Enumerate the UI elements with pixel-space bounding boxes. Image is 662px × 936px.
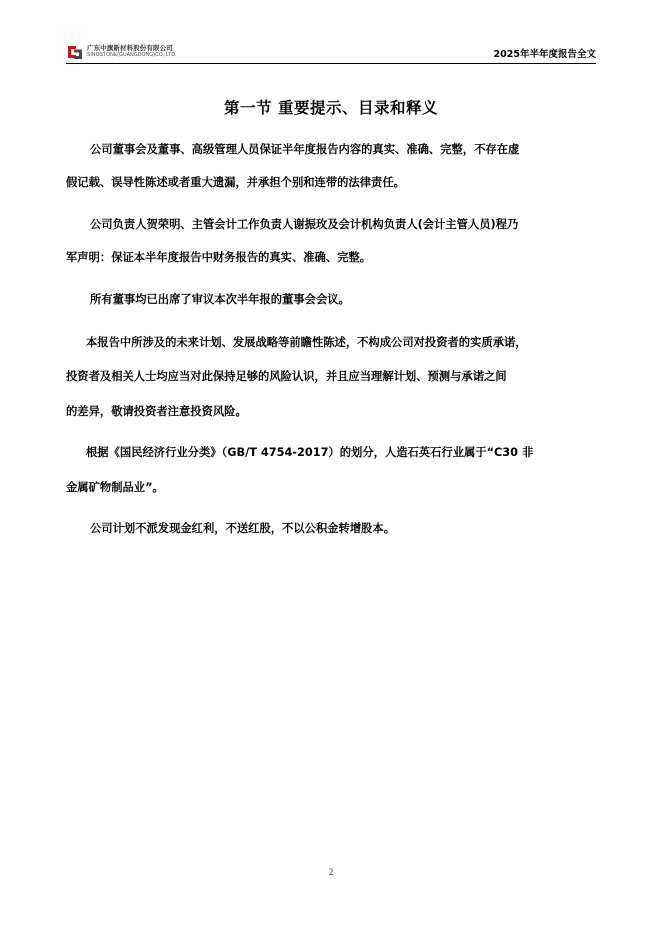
paragraph-line: 所有董事均已出席了审议本次半年报的董事会会议。 (90, 293, 350, 306)
company-name-cn: 广东中旗新材料股份有限公司 (87, 44, 173, 52)
company-name-en: SINOSTONE(GUANGDONG)CO.,LTD. (87, 52, 177, 58)
paragraph-line: 军声明：保证本半年度报告中财务报告的真实、准确、完整。 (66, 251, 372, 264)
paragraph-line: 根据《国民经济行业分类》（GB/T 4754-2017）的划分，人造石英石行业属于“C30 非 (86, 446, 534, 459)
paragraph-line: 公司负责人贺荣明、主管会计工作负责人谢振玫及会计机构负责人(会计主管人员)程乃 (90, 218, 519, 231)
paragraph-line: 假记载、误导性陈述或者重大遗漏，并承担个别和连带的法律责任。 (66, 176, 405, 189)
section-title: 第一节 重要提示、目录和释义 (224, 99, 438, 117)
paragraph-line: 公司计划不派发现金红利，不送红股，不以公积金转增股本。 (90, 522, 396, 535)
paragraph-line: 投资者及相关人士均应当对此保持足够的风险认识，并且应当理解计划、预测与承诺之间 (66, 370, 507, 383)
page-number: 2 (328, 867, 334, 877)
paragraph-line: 公司董事会及董事、高级管理人员保证半年度报告内容的真实、准确、完整，不存在虚 (90, 143, 520, 156)
company-logo-icon (66, 43, 84, 61)
paragraph-line: 的差异，敬请投资者注意投资风险。 (66, 405, 247, 418)
paragraph-line: 本报告中所涉及的未来计划、发展战略等前瞻性陈述，不构成公司对投资者的实质承诺， (86, 336, 527, 349)
page-header (66, 42, 596, 62)
header-divider (66, 63, 596, 64)
company-logo (66, 43, 186, 61)
paragraph-line: 金属矿物制品业”。 (66, 481, 164, 494)
document-title: 2025年半年度报告全文 (493, 49, 596, 60)
